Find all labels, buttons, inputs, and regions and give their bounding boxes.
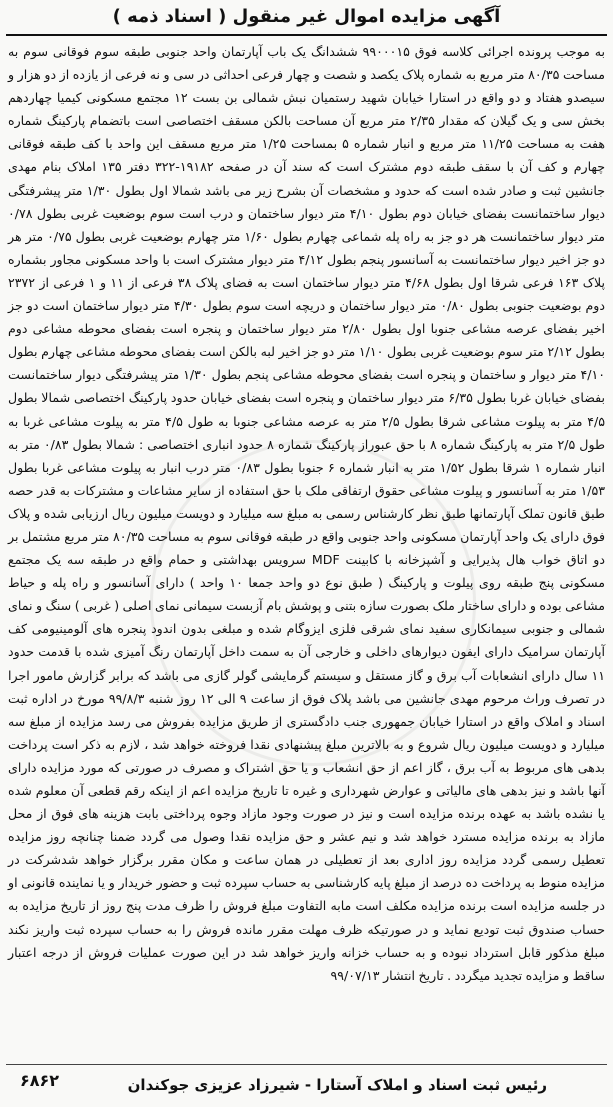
- notice-code: ۶۸۶۲: [20, 1071, 60, 1090]
- signature-line: رئیس ثبت اسناد و املاک آستارا - شیرزاد عزیزی جوکندان: [127, 1076, 547, 1094]
- notice-footer: [6, 1064, 607, 1105]
- notice-title: آگهی مزایده اموال غیر منقول ( اسناد ذمه ): [6, 2, 607, 36]
- notice-body: به موجب پرونده اجرائی کلاسه فوق ۹۹۰۰۰۱۵ ششدانگ یک باب آپارتمان واحد جنوبی طبقه سوم فوقانی سوم به مساحت ۸۰/۳۵ متر مربع به شماره پلاک یکصد و شصت و چهار فرعی احداثی در سی و نه فرعی از یازده از دو هزار و سیصدو هفتاد و دو واقع در استارا خیابان شهید رستمیان نبش شمالی بن بست ۱۲ مجتمع مسکونی کیمیا چهاردهم بخش سی و یک گیلان که مقدار ۲/۳۵ متر مربع آن مساحت بالکن مسقف اختصاصی است باتضمام پارکینگ شماره هفت به مساحت ۱۱/۲۵ متر مربع و انبار شماره ۵ بمساحت ۱/۲۵ متر مربع مسقف این واحد با کف طبقه فوقانی چهارم و کف آن با سقف طبقه دوم مشترک است که سند آن در صفحه ۱۹۱۸۲-۳۲۲ دفتر ۱۳۵ املاک بنام مهدی جانشین ثبت و صادر شده است که حدود و مشخصات آن بشرح زیر می باشد شمالا اول بطول ۱/۳۰ متر پیشرفتگی دیوار ساختمانست بفضای خیابان دوم بطول ۴/۱۰ متر دیوار ساختمان و درب است سوم بوضعیت غربی بطول ۰/۷۸ متر دیوار ساختمانست هر دو جز به راه پله شماعی چهارم بطول ۱/۶۰ متر چهارم بوضعیت غربی بطول ۰/۷۵ متر هر دو جز اخیر دیوار ساختمانست به آسانسور پنجم بطول ۴/۱۲ متر دیوار مشترک است با واحد مسکونی مجاور بشماره پلاک ۱۶۳ فرعی شرقا اول بطول ۴/۶۸ متر دیوار ساختمان است به فضای پلاک ۳۸ فرعی از ۱۱ و ۱ فرعی از ۲۳۷۲ دوم بوضعیت جنوبی بطول ۰/۸۰ متر دیوار ساختمان و دریچه است سوم بطول ۴/۳۰ متر دیوار ساختمان است دو جز اخیر بفضای عرصه مشاعی جنوبا اول بطول ۲/۸۰ متر دیوار ساختمان و پنجره است بفضای محوطه مشاعی دوم بطول ۲/۱۲ متر سوم بوضعیت غربی بطول ۱/۱۰ متر دو جز اخیر لبه بالکن است بفضای محوطه مشاعی چهارم بطول ۴/۱۰ متر دیوار و ساختمان و پنجره است بفضای محوطه مشاعی پنجم بطول ۱/۳۰ متر پیشرفتگی دیوار ساختمانست بفضای خیابان غربا بطول ۶/۳۵ متر دیوار ساختمان و پنجره است بفضای خیابان حدود پارکینگ اختصاصی شمالا بطول ۴/۵ متر به پیلوت مشاعی شرقا بطول ۲/۵ متر به عرصه مشاعی جنوبا به طول ۴/۵ متر به پیلوت مشاعی غربا به طول ۲/۵ متر به پارکینگ شماره ۸ با حق عبوراز پارکینگ شماره ۸ حدود انباری اختصاصی : شمالا بطول ۰/۸۳ متر به انبار شماره ۱ شرقا بطول ۱/۵۲ متر به انبار شماره ۶ جنوبا بطول ۰/۸۳ متر درب انبار به پیلوت مشاعی غربا بطول ۱/۵۳ متر به آسانسور و پیلوت مشاعی حقوق ارتفاقی ملک با حق استفاده از سایر مشاعات و مشترکات به قدر حصه طبق قانون تملک آپارتمانها طبق نظر کارشناس رسمی به مبلغ سه میلیارد و دویست میلیون ریال ارزیابی شده و پلاک فوق دارای یک واحد آپارتمان مسکونی واحد جنوبی واقع در طبقه فوقانی سوم به مساحت ۸۰/۳۵ متر مربع مشتمل بر دو اتاق خواب هال پذیرایی و آشپزخانه با کابینت MDF سرویس بهداشتی و حمام واقع در طبقه سه یک مجتمع مسکونی پنج طبقه روی پیلوت و پارکینگ ( طبق نوع دو واحد جمعا ۱۰ واحد ) دارای آسانسور و راه پله و حیاط مشاعی بوده و دارای ساختار ملک بصورت سازه بتنی و پوشش بام آزبست سیمانی نمای اصلی ( غربی ) سنگ و نمای شمالی و جنوبی سیمانکاری سفید نمای شرقی فلزی ایزوگام شده و مبلغی بدون اندود پنجره های آلومینیومی کف آپارتمان سرامیک دارای ایفون دیوارهای داخلی و خارجی آن به سمت داخل آپارتمان رنگ آمیزی شده با قدمت حدود ۱۱ سال دارای انشعابات آب برق و گاز مستقل و سیستم گرمایشی گولر گازی می باشد که برابر گزارش مامور اجرا در تصرف وراث مرحوم مهدی جانشین می باشد پلاک فوق از ساعت ۹ الی ۱۲ روز شنبه ۹۹/۸/۳ مورخ در اداره ثبت اسناد و املاک واقع در استارا خیابان جمهوری جنب دادگستری از طریق مزایده بفروش می رسد مزایده از مبلغ سه میلیارد و دویست میلیون ریال شروع و به بالاترین مبلغ پیشنهادی نقدا فروخته خواهد شد ، لازم به ذکر است پرداخت بدهی های مربوط به آب برق ، گاز اعم از حق انشعاب و یا حق اشتراک و مصرف در صورتی که مورد مزایده دارای آنها باشد و نیز بدهی های مالیاتی و عوارض شهرداری و غیره تا تاریخ مزایده اعم از اینکه رقم قطعی آن معلوم شده یا نشده باشد به عهده برنده مزایده است و نیز در صورت وجود مازاد وجوه پرداختی بابت هزینه های فوق از محل مازاد به برنده مزایده مسترد خواهد شد و نیم عشر و حق مزایده نقدا وصول می گردد ضمنا چنانچه روز مزایده تعطیل رسمی گردد مزایده روز اداری بعد از تعطیلی در همان ساعت و مکان مقرر برگزار خواهد شدشرکت در مزایده منوط به پرداخت ده درصد از مبلغ پایه کارشناسی به حساب سپرده ثبت و حضور خریدار و یا نماینده قانونی او در جلسه مزایده است برنده مزایده مکلف است مابه التفاوت مبلغ فروش را ظرف مدت پنج روز از تاریخ مزایده به حساب صندوق ثبت تودیع نماید و در صورتیکه ظرف مهلت مقرر مانده فروش را به حساب سپرده ثبت واریز نکند مبلغ مذکور قابل استرداد نبوده و به حساب خزانه واریز خواهد شد در این صورت عملیات فروش از درجه اعتبار ساقط و مزایده تجدید میگردد . تاریخ انتشار ۹۹/۰۷/۱۳: [8, 44, 606, 983]
